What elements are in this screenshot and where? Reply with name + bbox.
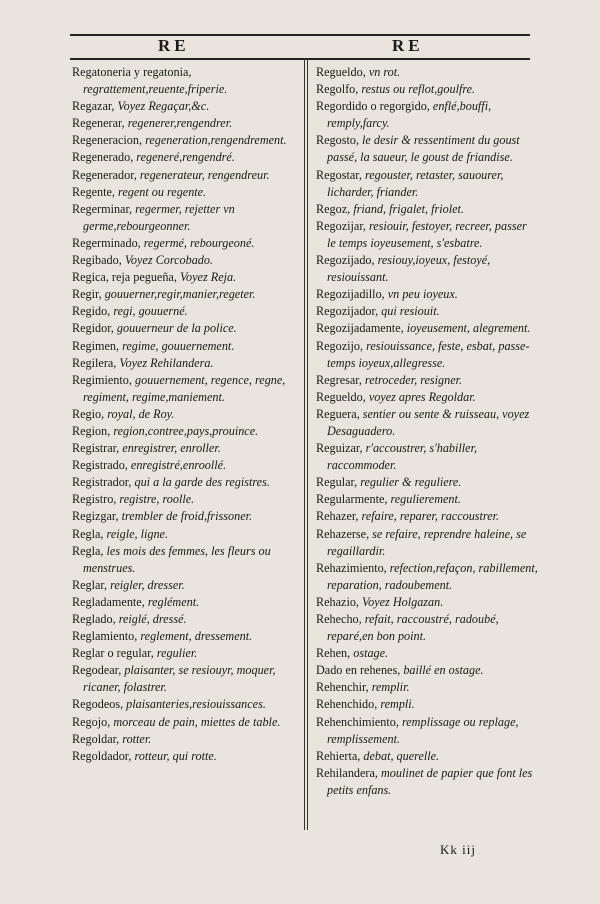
- right-column: [316, 64, 538, 799]
- entry-headword: Regoldador,: [72, 748, 132, 763]
- entry-translation: Voyez Regaçar,&c.: [117, 99, 210, 114]
- dictionary-entry: [316, 645, 538, 662]
- dictionary-entry: [316, 662, 538, 679]
- entry-translation: plaisanter, se resiouyr, moquer, ricaner, folastrer.: [83, 663, 276, 695]
- entry-headword: Rehazer,: [316, 509, 359, 524]
- entry-translation: gouuerner,regir,manier,regeter.: [104, 287, 256, 302]
- entry-translation: les mois des femmes, les fleurs ou menstrues.: [83, 543, 271, 575]
- header-bottom-rule: [70, 58, 530, 60]
- dictionary-entry: [72, 714, 297, 731]
- entry-headword: Reglar,: [72, 577, 108, 592]
- entry-headword: Regodeos,: [72, 697, 124, 712]
- dictionary-entry: [72, 286, 297, 303]
- dictionary-entry: [72, 645, 297, 662]
- dictionary-entry: [72, 338, 297, 355]
- dictionary-entry: [72, 577, 297, 594]
- entry-headword: Regio,: [72, 406, 105, 421]
- entry-translation: refaire, reparer, raccoustrer.: [361, 509, 500, 524]
- entry-headword: Regozijado,: [316, 253, 375, 268]
- entry-headword: Regresar,: [316, 372, 362, 387]
- entry-headword: Regolfo,: [316, 82, 359, 97]
- header-top-rule: [70, 34, 530, 36]
- entry-headword: Reglar o regular,: [72, 646, 154, 661]
- entry-headword: Registro,: [72, 492, 117, 507]
- running-head-right: RE: [392, 36, 424, 55]
- dictionary-entry: [72, 526, 297, 543]
- entry-translation: region,contree,pays,prouince.: [113, 423, 259, 438]
- entry-translation: regeneration,rengendrement.: [145, 133, 287, 148]
- dictionary-entry: [316, 64, 538, 81]
- dictionary-entry: [316, 560, 538, 594]
- dictionary-entry: [316, 389, 538, 406]
- dictionary-entry: [72, 64, 297, 98]
- entry-headword: Regidor,: [72, 321, 114, 336]
- dictionary-entry: [316, 406, 538, 440]
- entry-translation: se refaire, reprendre haleine, se regaillardir.: [327, 526, 527, 558]
- entry-translation: regulier.: [156, 646, 198, 661]
- dictionary-entry: [72, 611, 297, 628]
- dictionary-entry: [316, 594, 538, 611]
- entry-translation: reglement, dressement.: [140, 629, 253, 644]
- dictionary-entry: [316, 696, 538, 713]
- entry-translation: enregistrer, enroller.: [122, 441, 221, 456]
- entry-translation: regeneré,rengendré.: [136, 150, 235, 165]
- entry-translation: rotteur, qui rotte.: [134, 748, 217, 763]
- dictionary-entry: [316, 98, 538, 132]
- entry-headword: Regladamente,: [72, 594, 145, 609]
- entry-translation: reigler, dresser.: [110, 577, 185, 592]
- entry-translation: royal, de Roy.: [107, 406, 175, 421]
- dictionary-entry: [316, 286, 538, 303]
- dictionary-entry: [316, 611, 538, 645]
- entry-translation: resiouir, festoyer, recreer, passer le temps ioyeusement, s'esbatre.: [327, 218, 527, 250]
- entry-translation: restus ou reflot,goulfre.: [361, 82, 476, 97]
- entry-translation: regi, gouuerné.: [113, 304, 188, 319]
- entry-headword: Regla,: [72, 543, 104, 558]
- dictionary-entry: [316, 252, 538, 286]
- entry-headword: Rehazimiento,: [316, 560, 387, 575]
- entry-headword: Regazar,: [72, 99, 115, 114]
- dictionary-entry: [316, 491, 538, 508]
- entry-translation: voyez apres Regoldar.: [368, 389, 476, 404]
- entry-translation: reglément.: [147, 594, 200, 609]
- dictionary-entry: [316, 508, 538, 525]
- column-divider-inner: [307, 58, 308, 830]
- entry-headword: Dado en rehenes,: [316, 663, 401, 678]
- dictionary-entry: [316, 372, 538, 389]
- entry-headword: Regica, reja pegueña,: [72, 270, 177, 285]
- entry-headword: Registrador,: [72, 475, 132, 490]
- entry-translation: qui resiouit.: [381, 304, 440, 319]
- dictionary-entry: [72, 508, 297, 525]
- dictionary-entry: [316, 765, 538, 799]
- entry-translation: le desir & ressentiment du goust passé, la saueur, le goust de friandise.: [327, 133, 520, 165]
- entry-headword: Reglamiento,: [72, 629, 138, 644]
- entry-headword: Regimen,: [72, 338, 120, 353]
- dictionary-entry: [72, 406, 297, 423]
- dictionary-entry: [316, 474, 538, 491]
- entry-translation: regermé, rebourgeoné.: [143, 235, 255, 250]
- entry-translation: refait, raccoustré, radoubé, reparé,en bon point.: [327, 612, 499, 644]
- entry-translation: gouuerneur de la police.: [116, 321, 237, 336]
- entry-translation: sentier ou sente & ruisseau, voyez Desaguadero.: [327, 406, 530, 438]
- entry-translation: resiouissance, feste, esbat, passe-temps ioyeux,allegresse.: [327, 338, 530, 370]
- entry-translation: regrattement,reuente,friperie.: [83, 82, 228, 97]
- dictionary-entry: [72, 662, 297, 696]
- dictionary-entry: [72, 457, 297, 474]
- entry-translation: r'accoustrer, s'habiller, raccommoder.: [327, 441, 478, 473]
- dictionary-entry: [72, 355, 297, 372]
- entry-translation: regermer, rejetter vn germe,rebourgeonner.: [83, 201, 235, 233]
- entry-translation: plaisanteries,resiouissances.: [126, 697, 266, 712]
- entry-translation: enregistré,enroollé.: [130, 458, 227, 473]
- entry-headword: Regido,: [72, 304, 111, 319]
- dictionary-entry: [72, 303, 297, 320]
- dictionary-entry: [72, 696, 297, 713]
- dictionary-entry: [72, 235, 297, 252]
- dictionary-entry: [316, 714, 538, 748]
- entry-translation: friand, frigalet, friolet.: [353, 201, 464, 216]
- entry-translation: morceau de pain, miettes de table.: [113, 714, 281, 729]
- dictionary-entry: [72, 132, 297, 149]
- dictionary-entry: [72, 115, 297, 132]
- entry-translation: registre, roolle.: [119, 492, 195, 507]
- dictionary-entry: [316, 320, 538, 337]
- entry-translation: regent ou regente.: [118, 184, 207, 199]
- entry-headword: Registrar,: [72, 441, 120, 456]
- entry-translation: refection,refaçon, rabillement, reparation, radoubement.: [327, 560, 538, 592]
- dictionary-entry: [72, 201, 297, 235]
- entry-translation: retroceder, resigner.: [364, 372, 463, 387]
- entry-headword: Regimiento,: [72, 372, 132, 387]
- entry-translation: regulier & reguliere.: [360, 475, 462, 490]
- entry-translation: regime, gouuernement.: [122, 338, 235, 353]
- dictionary-entry: [72, 98, 297, 115]
- dictionary-entry: [72, 594, 297, 611]
- entry-headword: Regerminado,: [72, 235, 141, 250]
- entry-headword: Rehenchimiento,: [316, 714, 399, 729]
- entry-headword: Reglado,: [72, 612, 116, 626]
- entry-translation: Voyez Corcobado.: [124, 253, 214, 268]
- entry-translation: baillé en ostage.: [403, 663, 484, 678]
- entry-translation: resiouy,ioyeux, festoyé, resiouissant.: [327, 253, 491, 285]
- dictionary-entry: [72, 167, 297, 184]
- entry-headword: Regatoneria y regatonia,: [72, 65, 192, 79]
- entry-headword: Regueldo,: [316, 65, 366, 79]
- entry-headword: Rehenchir,: [316, 680, 369, 695]
- entry-headword: Regoz,: [316, 201, 351, 216]
- dictionary-entry: [316, 303, 538, 320]
- entry-headword: Regoldar,: [72, 731, 120, 746]
- entry-translation: ioyeusement, alegrement.: [406, 321, 531, 336]
- dictionary-entry: [316, 679, 538, 696]
- entry-translation: rempli.: [380, 697, 415, 712]
- dictionary-entry: [316, 526, 538, 560]
- dictionary-entry: [72, 731, 297, 748]
- entry-headword: Regozijadillo,: [316, 287, 385, 302]
- entry-translation: regouster, retaster, sauourer, licharder, friander.: [327, 167, 504, 199]
- dictionary-entry: [72, 372, 297, 406]
- entry-translation: enflé,bouffi, remply,farcy.: [327, 99, 492, 131]
- entry-headword: Regostar,: [316, 167, 362, 182]
- entry-headword: Regueldo,: [316, 389, 366, 404]
- entry-headword: Regir,: [72, 287, 102, 302]
- left-column: [72, 64, 297, 765]
- dictionary-entry: [72, 423, 297, 440]
- entry-translation: trembler de froid,frissoner.: [121, 509, 253, 524]
- entry-headword: Rehilandera,: [316, 765, 378, 780]
- entry-translation: reiglé, dressé.: [118, 612, 187, 626]
- entry-headword: Rehenchido,: [316, 697, 378, 712]
- entry-translation: regenerateur, rengendreur.: [139, 167, 270, 182]
- entry-headword: Regular,: [316, 475, 358, 490]
- entry-headword: Regeneracion,: [72, 133, 143, 148]
- dictionary-entry: [316, 132, 538, 166]
- entry-headword: Regente,: [72, 184, 115, 199]
- dictionary-entry: [72, 748, 297, 765]
- dictionary-entry: [72, 252, 297, 269]
- entry-translation: regulierement.: [390, 492, 461, 507]
- entry-headword: Regenerador,: [72, 167, 137, 182]
- entry-translation: remplissage ou replage, remplissement.: [327, 714, 519, 746]
- entry-translation: reigle, ligne.: [106, 526, 169, 541]
- dictionary-entry: [72, 269, 297, 286]
- entry-translation: vn rot.: [368, 65, 401, 79]
- entry-headword: Regozijadamente,: [316, 321, 404, 336]
- entry-headword: Rehazerse,: [316, 526, 370, 541]
- dictionary-entry: [316, 167, 538, 201]
- dictionary-entry: [72, 149, 297, 166]
- entry-headword: Rehen,: [316, 646, 351, 661]
- entry-headword: Regularmente,: [316, 492, 388, 507]
- entry-headword: Regerminar,: [72, 201, 133, 216]
- entry-headword: Regordido o regorgido,: [316, 99, 430, 114]
- entry-translation: Voyez Rehilandera.: [119, 355, 214, 370]
- entry-translation: vn peu ioyeux.: [387, 287, 458, 302]
- entry-headword: Regozijar,: [316, 218, 366, 233]
- dictionary-entry: [72, 440, 297, 457]
- entry-translation: Voyez Reja.: [179, 270, 237, 285]
- entry-headword: Registrado,: [72, 458, 128, 473]
- entry-translation: gouuernement, regence, regne, regiment, regime,maniement.: [83, 372, 286, 404]
- dictionary-entry: [72, 543, 297, 577]
- entry-headword: Regenerado,: [72, 150, 134, 165]
- entry-headword: Regojo,: [72, 714, 111, 729]
- dictionary-entry: [316, 748, 538, 765]
- signature-mark: Kk iij: [440, 842, 476, 857]
- entry-headword: Regosto,: [316, 133, 359, 148]
- running-head-left: RE: [158, 36, 190, 55]
- entry-headword: Regozijador,: [316, 304, 379, 319]
- entry-headword: Regizgar,: [72, 509, 119, 524]
- entry-headword: Region,: [72, 423, 111, 438]
- dictionary-entry: [316, 440, 538, 474]
- entry-translation: debat, querelle.: [363, 748, 440, 763]
- entry-translation: moulinet de papier que font les petits enfans.: [327, 765, 533, 797]
- entry-headword: Reguizar,: [316, 441, 363, 456]
- column-divider: [304, 58, 305, 830]
- dictionary-entry: [316, 338, 538, 372]
- entry-translation: rotter.: [122, 731, 152, 746]
- entry-headword: Regibado,: [72, 253, 122, 268]
- dictionary-entry: [316, 81, 538, 98]
- dictionary-entry: [316, 201, 538, 218]
- entry-translation: regenerer,rengendrer.: [127, 116, 233, 131]
- entry-translation: Voyez Holgazan.: [362, 594, 444, 609]
- entry-translation: ostage.: [353, 646, 389, 661]
- dictionary-entry: [72, 184, 297, 201]
- dictionary-entry: [72, 320, 297, 337]
- entry-headword: Regenerar,: [72, 116, 125, 131]
- dictionary-entry: [72, 628, 297, 645]
- dictionary-entry: [72, 474, 297, 491]
- entry-headword: Reguera,: [316, 406, 360, 421]
- entry-headword: Regodear,: [72, 663, 122, 678]
- entry-headword: Regla,: [72, 526, 104, 541]
- entry-headword: Rehecho,: [316, 612, 362, 626]
- entry-headword: Regozijo,: [316, 338, 364, 353]
- entry-translation: remplir.: [371, 680, 410, 695]
- entry-headword: Regilera,: [72, 355, 117, 370]
- entry-headword: Rehazio,: [316, 594, 359, 609]
- dictionary-entry: [72, 491, 297, 508]
- dictionary-entry: [316, 218, 538, 252]
- entry-headword: Rehierta,: [316, 748, 361, 763]
- entry-translation: qui a la garde des registres.: [134, 475, 270, 490]
